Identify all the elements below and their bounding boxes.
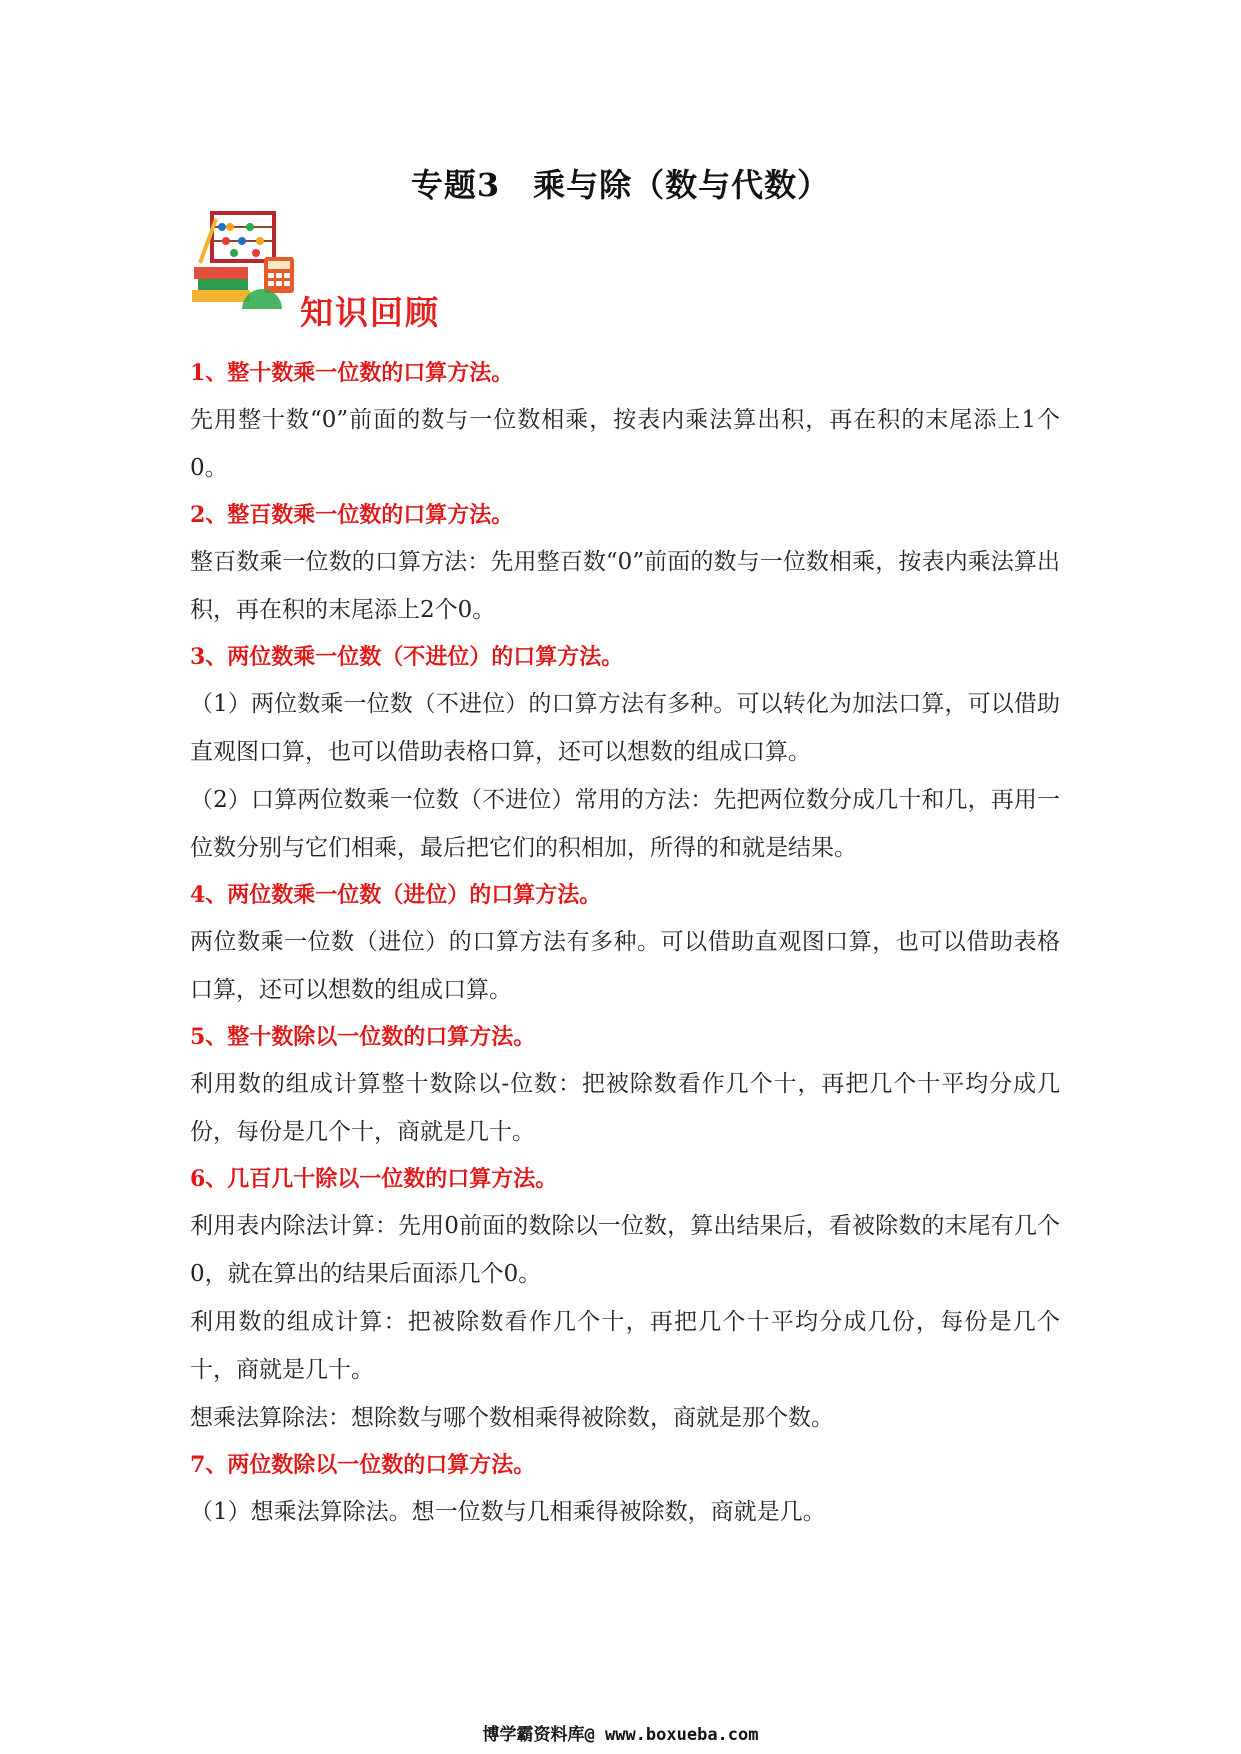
section-paragraph: （1）两位数乘一位数（不进位）的口算方法有多种。可以转化为加法口算，可以借助直观图口算，也可以借助表格口算，还可以想数的组成口算。 (190, 691, 1060, 765)
section-3 (190, 634, 1060, 872)
section-heading: 5、整十数除以一位数的口算方法。 (190, 1024, 536, 1050)
page-title: 专题3 乘与除（数与代数） (410, 166, 831, 204)
section-paragraph: 利用数的组成计算：把被除数看作几个十，再把几个十平均分成几份，每份是几个十，商就是几十。 (190, 1309, 1060, 1383)
section-heading: 3、两位数乘一位数（不进位）的口算方法。 (190, 644, 624, 670)
section-6 (190, 1156, 1060, 1442)
section-paragraph: （1）想乘法算除法。想一位数与几相乘得被除数，商就是几。 (190, 1499, 826, 1525)
section-heading: 6、几百几十除以一位数的口算方法。 (190, 1166, 558, 1192)
page-footer: 博学霸资料库@ www.boxueba.com (482, 1725, 759, 1745)
section-paragraph: 想乘法算除法：想除数与哪个数相乘得被除数，商就是那个数。 (190, 1405, 834, 1431)
section-7 (190, 1442, 1060, 1536)
section-heading: 1、整十数乘一位数的口算方法。 (190, 360, 514, 386)
section-heading: 7、两位数除以一位数的口算方法。 (190, 1452, 536, 1478)
section-2 (190, 492, 1060, 634)
section-4 (190, 872, 1060, 1014)
section-1 (190, 350, 1060, 492)
section-paragraph: 整百数乘一位数的口算方法：先用整百数“0”前面的数与一位数相乘，按表内乘法算出积，再在积的末尾添上2个0。 (190, 549, 1060, 623)
knowledge-review-banner (190, 205, 490, 332)
section-paragraph: 先用整十数“0”前面的数与一位数相乘，按表内乘法算出积，再在积的末尾添上1个0。 (190, 407, 1060, 481)
knowledge-content (190, 350, 1060, 1536)
math-tools-icon (190, 205, 300, 315)
section-paragraph: 两位数乘一位数（进位）的口算方法有多种。可以借助直观图口算，也可以借助表格口算，还可以想数的组成口算。 (190, 929, 1060, 1003)
section-5 (190, 1014, 1060, 1156)
section-paragraph: （2）口算两位数乘一位数（不进位）常用的方法：先把两位数分成几十和几，再用一位数分别与它们相乘，最后把它们的积相加，所得的和就是结果。 (190, 787, 1060, 861)
section-heading: 4、两位数乘一位数（进位）的口算方法。 (190, 882, 602, 908)
section-paragraph: 利用数的组成计算整十数除以-位数：把被除数看作几个十，再把几个十平均分成几份，每份是几个十，商就是几十。 (190, 1071, 1060, 1145)
banner-label: 知识回顾 (300, 293, 440, 332)
section-paragraph: 利用表内除法计算：先用0前面的数除以一位数，算出结果后，看被除数的末尾有几个0，就在算出的结果后面添几个0。 (190, 1213, 1060, 1287)
section-heading: 2、整百数乘一位数的口算方法。 (190, 502, 514, 528)
